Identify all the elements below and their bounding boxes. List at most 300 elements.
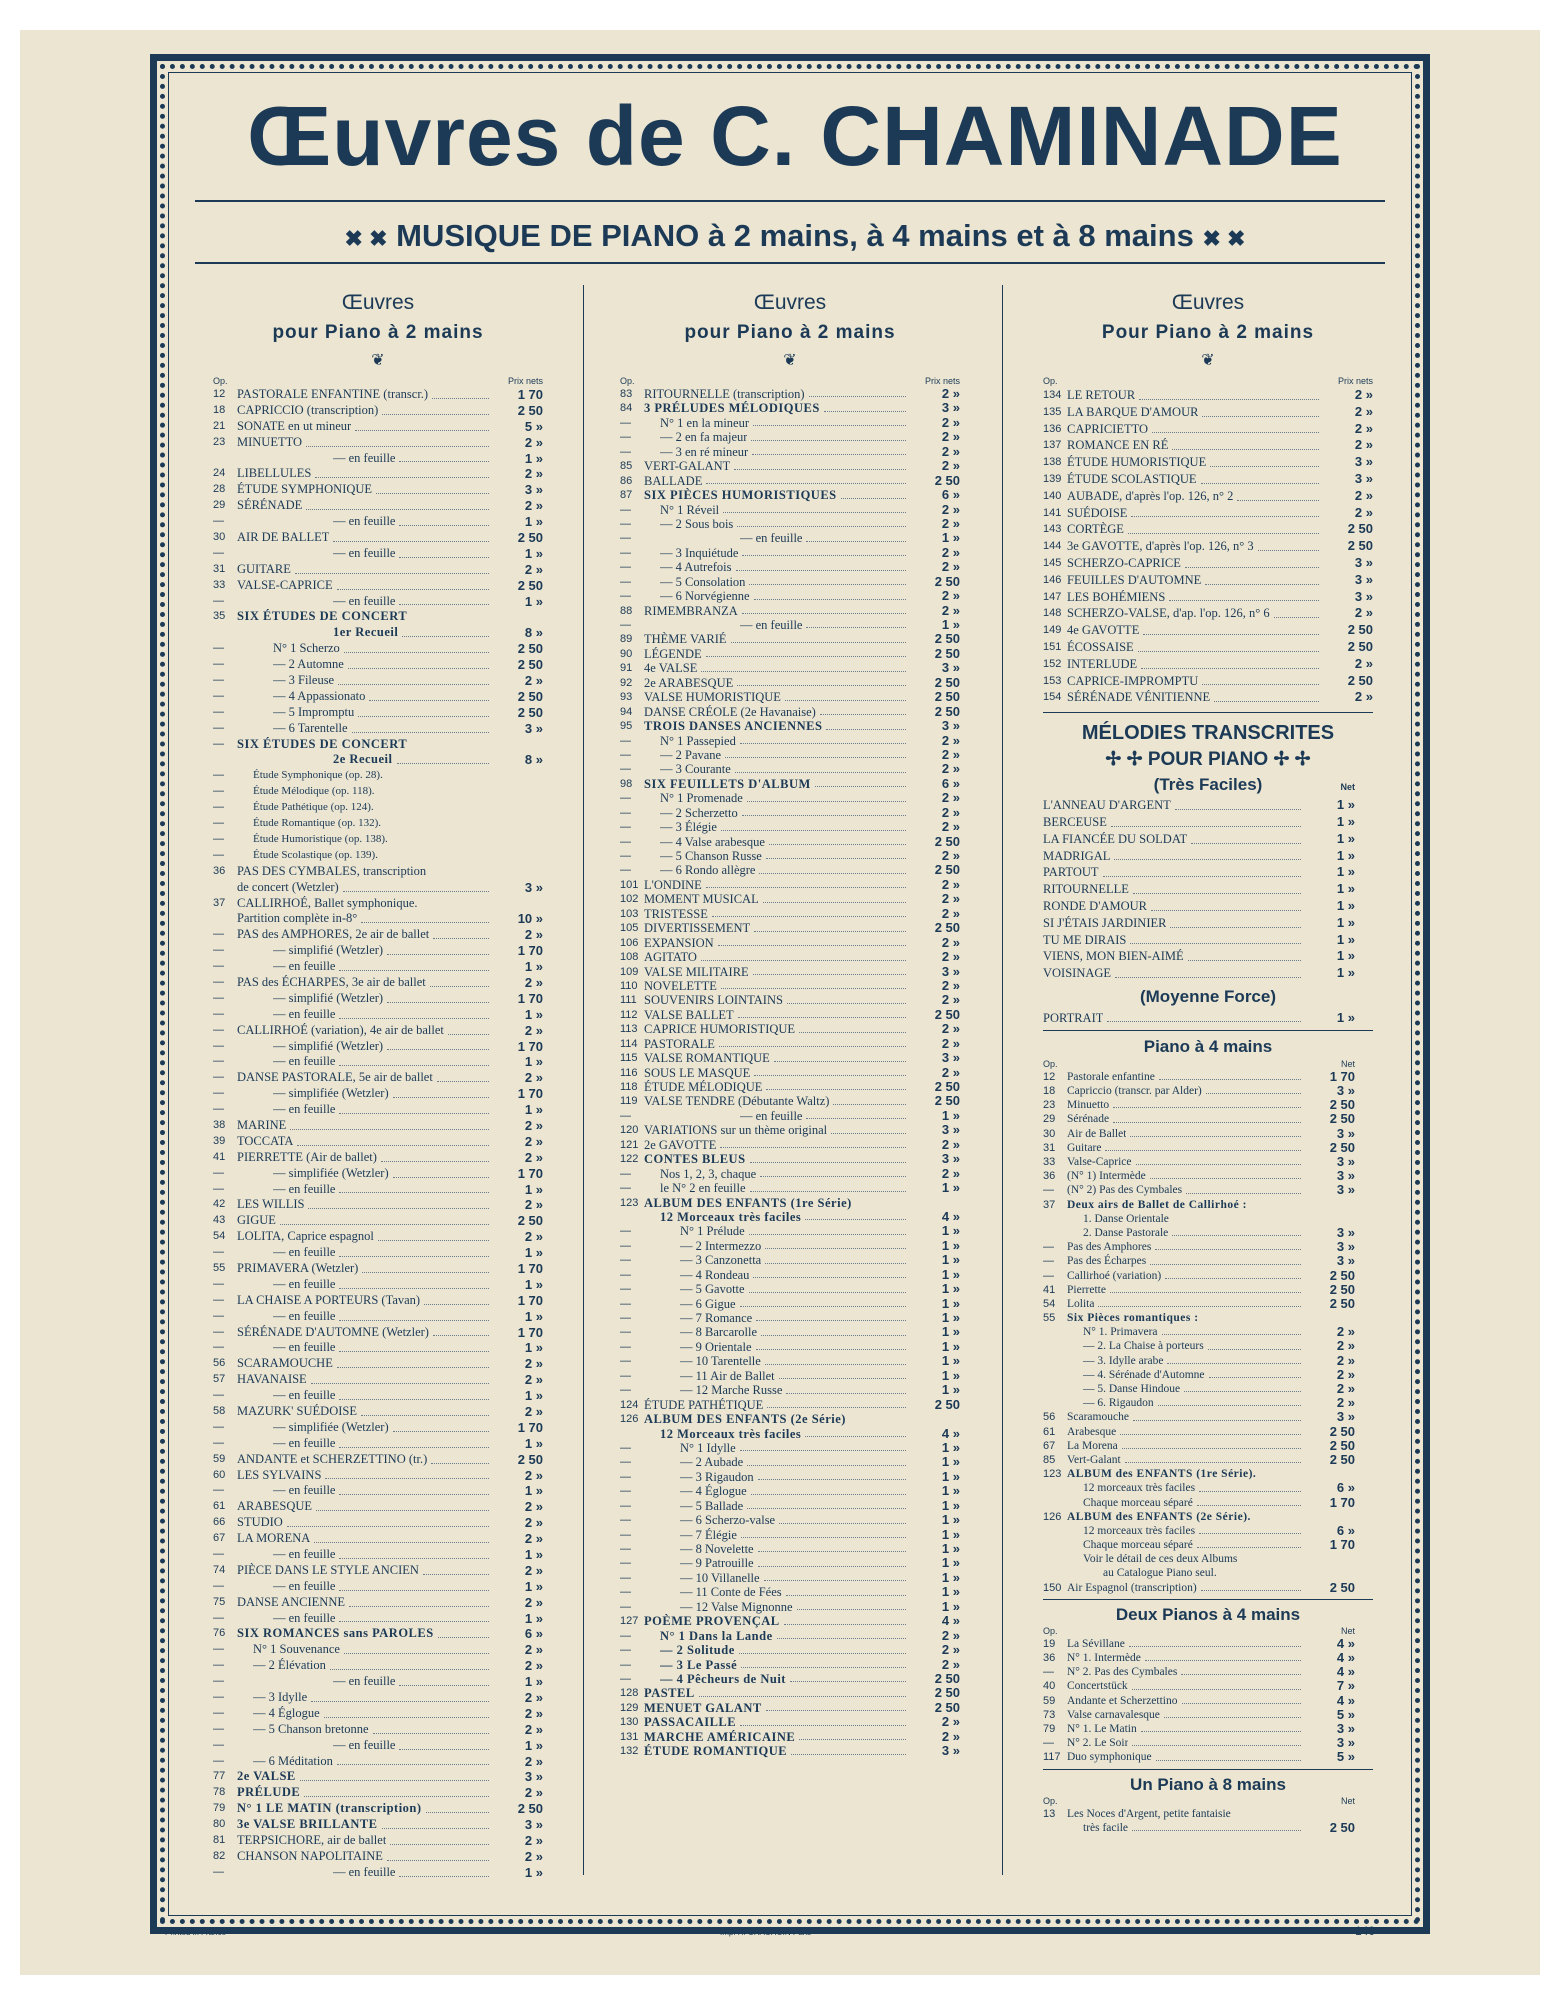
column-divider	[583, 285, 584, 1875]
dot-leader	[448, 1034, 489, 1035]
price: 3 »	[1336, 1182, 1355, 1198]
opus-number: —	[620, 1254, 631, 1267]
work-title: LA MORENA	[237, 1531, 311, 1546]
work-title: AIR DE BALLET	[237, 530, 330, 545]
dot-leader	[344, 1653, 489, 1654]
dot-leader	[739, 1653, 906, 1654]
list-item	[620, 1701, 960, 1715]
price: 1 »	[524, 593, 543, 609]
work-title: — 4 Autrefois	[660, 560, 732, 575]
list-item	[1043, 1665, 1373, 1679]
dot-leader	[720, 1147, 906, 1148]
work-title: SIX FEUILLETS D'ALBUM	[644, 776, 811, 791]
price: 1 70	[517, 1086, 543, 1102]
dot-leader	[1130, 1136, 1301, 1137]
list-item	[620, 387, 960, 401]
dot-leader	[306, 446, 489, 447]
price: 2 »	[1336, 1352, 1355, 1368]
dot-leader	[765, 1248, 906, 1249]
opus-number: 66	[213, 1516, 226, 1529]
work-title: — 6 Rondo allègre	[660, 863, 756, 878]
opus-number: 113	[620, 1023, 638, 1036]
work-title: SIX ÉTUDES DE CONCERT	[237, 609, 408, 624]
price: 2 »	[1354, 689, 1373, 705]
list-item	[620, 1484, 960, 1498]
price: 1 »	[524, 1435, 543, 1451]
opus-number: 56	[1043, 1411, 1056, 1424]
opus-number: 78	[213, 1786, 226, 1799]
list-item	[213, 848, 543, 864]
work-title: — 6 Tarentelle	[273, 720, 348, 735]
list-item	[620, 1686, 960, 1700]
dot-leader	[1170, 927, 1301, 928]
list-item	[620, 531, 960, 545]
dot-leader	[742, 613, 906, 614]
list-item	[213, 1579, 543, 1595]
dot-leader	[765, 1263, 906, 1264]
price: 2 50	[934, 1670, 960, 1686]
price: 1 »	[941, 1512, 960, 1528]
opus-number: 36	[1043, 1170, 1056, 1183]
opus-number: —	[213, 1722, 224, 1735]
dot-leader	[1103, 876, 1301, 877]
price: 1 »	[524, 1674, 543, 1690]
dot-leader	[1107, 1021, 1301, 1022]
work-title: — en feuille	[273, 1483, 336, 1498]
opus-number: —	[1043, 1241, 1054, 1254]
work-title: — 5 Gavotte	[680, 1282, 745, 1297]
price: 2 »	[1354, 403, 1373, 419]
dot-leader	[1152, 432, 1319, 433]
op-header: Op.	[1043, 1625, 1058, 1636]
work-title: AGITATO	[644, 950, 697, 965]
list-item	[1043, 1496, 1373, 1510]
list-item	[620, 762, 960, 776]
list-item	[620, 1571, 960, 1585]
list-item	[620, 748, 960, 762]
price: 1 »	[941, 530, 960, 546]
opus-number: 41	[213, 1150, 226, 1163]
price: 3 »	[524, 1769, 543, 1785]
opus-number: —	[213, 960, 224, 973]
work-title: — 7 Élégie	[680, 1527, 737, 1542]
price: 2 »	[941, 458, 960, 474]
opus-number: 23	[1043, 1099, 1056, 1112]
list-item	[620, 1585, 960, 1599]
opus-number: —	[213, 1389, 224, 1402]
opus-number: 56	[213, 1357, 226, 1370]
work-title: Minuetto	[1067, 1099, 1110, 1112]
dot-leader	[1214, 701, 1319, 702]
price: 8 »	[524, 625, 543, 641]
price: 3 »	[524, 720, 543, 736]
price: 6 »	[941, 487, 960, 503]
work-title: RITOURNELLE (transcription)	[644, 387, 805, 401]
melodies-section	[1043, 712, 1373, 1026]
list-item	[213, 1213, 543, 1229]
list-item	[213, 641, 543, 657]
opus-number: 77	[213, 1770, 226, 1783]
work-title: TU ME DIRAIS	[1043, 932, 1127, 947]
column-header	[1043, 288, 1373, 348]
dot-leader	[1139, 399, 1319, 400]
price: 1 »	[941, 1584, 960, 1600]
dot-leader	[338, 684, 489, 685]
opus-number: —	[213, 928, 224, 941]
price: 2 »	[941, 848, 960, 863]
price: 1 »	[524, 1737, 543, 1753]
work-title: ANDANTE et SCHERZETTINO (tr.)	[237, 1451, 428, 1466]
dot-leader	[1151, 910, 1301, 911]
opus-number: —	[620, 517, 631, 530]
opus-number: 108	[620, 951, 639, 964]
dot-leader	[1191, 843, 1301, 844]
opus-number: —	[620, 1167, 631, 1180]
opus-number: 67	[1043, 1439, 1056, 1452]
opus-number: —	[213, 785, 224, 798]
list-item	[213, 546, 543, 562]
opus-number: —	[620, 532, 631, 545]
work-title: VALSE BALLET	[644, 1007, 734, 1022]
opus-number: 58	[213, 1405, 226, 1417]
section-title: Deux Pianos à 4 mains	[1115, 1604, 1301, 1624]
dot-leader	[786, 1393, 906, 1394]
list-item	[213, 1118, 543, 1134]
price: 1 »	[524, 1340, 543, 1356]
list-item	[1043, 1807, 1373, 1821]
opus-number: —	[213, 674, 224, 687]
list-item	[620, 1051, 960, 1065]
opus-number: —	[620, 1355, 631, 1368]
price: 2 50	[517, 704, 543, 720]
dot-leader	[344, 652, 489, 653]
opus-number: 93	[620, 691, 633, 704]
dot-leader	[747, 1508, 906, 1509]
work-title: (N° 1) Intermède	[1067, 1170, 1146, 1183]
list-item	[1043, 1453, 1373, 1467]
opus-number: —	[620, 1456, 631, 1469]
list-item	[1043, 848, 1373, 865]
price: 1 70	[517, 1038, 543, 1054]
list-item	[213, 864, 543, 880]
table-header	[1043, 1796, 1373, 1807]
price: 1 »	[524, 1006, 543, 1022]
dot-leader	[749, 584, 906, 585]
price: 1 »	[941, 1439, 960, 1455]
work-title: — 2 Sous bois	[660, 516, 734, 531]
dot-leader	[1141, 1731, 1301, 1732]
price: 6 »	[1336, 1480, 1355, 1496]
dot-leader	[387, 1049, 489, 1050]
work-title: Étude Romantique (op. 132).	[253, 817, 382, 830]
dot-leader	[1105, 1150, 1301, 1151]
list-item	[620, 1412, 960, 1426]
dot-leader	[699, 1696, 906, 1697]
work-title: (N° 2) Pas des Cymbales	[1067, 1184, 1183, 1197]
work-title: LA BARQUE D'AMOUR	[1067, 404, 1199, 419]
opus-number: 76	[213, 1627, 226, 1640]
work-title: NOVELETTE	[644, 978, 717, 993]
work-title: SÉRÉNADE VÉNITIENNE	[1067, 690, 1211, 705]
dot-leader	[736, 570, 906, 571]
opus-number: —	[213, 1754, 224, 1767]
work-title: SOUVENIRS LOINTAINS	[644, 993, 783, 1008]
dot-leader	[339, 1447, 489, 1448]
opus-number: 117	[1043, 1751, 1061, 1764]
work-title: — 3 Rigaudon	[680, 1469, 754, 1484]
opus-number: 54	[1043, 1297, 1056, 1310]
work-title: PASTEL	[644, 1686, 695, 1701]
column-header-subtitle: pour Piano à 2 mains	[272, 322, 484, 343]
work-title: VALSE HUMORISTIQUE	[644, 690, 781, 705]
price: 2 50	[1329, 1423, 1355, 1439]
price: 1 »	[941, 1266, 960, 1282]
work-title: HAVANAISE	[237, 1372, 307, 1387]
list-item	[620, 1253, 960, 1267]
work-title: BERCEUSE	[1043, 814, 1107, 829]
work-title: 3 PRÉLUDES MÉLODIQUES	[644, 401, 820, 416]
list-item	[1043, 387, 1373, 404]
work-title: N° 1 Idylle	[680, 1440, 736, 1455]
dot-leader	[779, 1523, 906, 1524]
list-item	[213, 1690, 543, 1706]
list-item	[213, 625, 543, 641]
work-title: LIBELLULES	[237, 466, 312, 481]
work-title: — 10 Villanelle	[680, 1570, 760, 1585]
opus-number: —	[213, 1659, 224, 1672]
work-title: 12 morceaux très faciles	[1083, 1524, 1196, 1537]
list-item	[1043, 1141, 1373, 1155]
work-title: ROMANCE EN RÉ	[1067, 438, 1169, 453]
price: 2 50	[1329, 1819, 1355, 1835]
price: 2 »	[941, 443, 960, 459]
list-item	[213, 800, 543, 816]
price: 2 »	[524, 1467, 543, 1483]
opus-number: —	[620, 619, 631, 631]
column-header-title: Œuvres	[341, 291, 415, 314]
list-item	[620, 1196, 960, 1210]
dot-leader	[387, 954, 489, 955]
work-title: Voir le détail de ces deux Albums	[1083, 1553, 1238, 1566]
work-title: — 7 Romance	[680, 1311, 753, 1325]
dot-leader	[300, 1780, 489, 1781]
opus-number: 83	[620, 388, 633, 400]
dot-leader	[399, 557, 489, 558]
price: 2 »	[1354, 420, 1373, 436]
opus-number: —	[213, 1182, 224, 1195]
work-title: FEUILLES D'AUTOMNE	[1067, 572, 1202, 587]
work-title: — 5 Impromptu	[273, 704, 355, 719]
work-title: MENUET GALANT	[644, 1700, 762, 1715]
price: 3 »	[1336, 1239, 1355, 1255]
work-title: — 4 Rondeau	[680, 1267, 750, 1282]
price: 2 »	[524, 927, 543, 943]
price: 2 50	[517, 577, 543, 593]
work-title: — en feuille	[273, 1181, 336, 1196]
list-item	[620, 1094, 960, 1108]
dot-leader	[1182, 1703, 1301, 1704]
opus-number: 42	[213, 1198, 226, 1211]
list-item	[620, 1542, 960, 1556]
dot-leader	[1115, 977, 1301, 978]
dot-leader	[1155, 1249, 1301, 1250]
list-item	[1043, 689, 1373, 706]
work-title: Valse-Caprice	[1067, 1156, 1132, 1169]
list-item	[1043, 965, 1373, 982]
two-pianos-section	[1043, 1599, 1373, 1765]
price: 2 »	[1336, 1366, 1355, 1382]
opus-number: —	[213, 1166, 224, 1179]
list-item	[213, 1452, 543, 1468]
price: 2 »	[941, 559, 960, 575]
price: 2 »	[524, 1705, 543, 1721]
opus-number: —	[620, 1340, 631, 1353]
dot-leader	[752, 454, 906, 455]
list-item	[620, 878, 960, 892]
work-title: — en feuille	[273, 1578, 336, 1593]
work-title: L'ONDINE	[644, 877, 702, 892]
price: 1 »	[1336, 1009, 1355, 1025]
price: 2 50	[1347, 622, 1373, 638]
price: 3 »	[941, 718, 960, 734]
opus-number: —	[620, 1543, 631, 1555]
list-item	[1043, 1112, 1373, 1126]
dot-leader	[826, 729, 906, 730]
opus-number: 132	[620, 1745, 639, 1758]
opus-number: —	[213, 705, 224, 718]
work-title: Deux airs de Ballet de Callirhoé :	[1067, 1198, 1247, 1211]
work-title: Vert-Galant	[1067, 1453, 1121, 1466]
list-item	[1043, 1637, 1373, 1651]
list-item	[1043, 1481, 1373, 1495]
opus-number: —	[620, 431, 631, 444]
dot-leader	[1274, 617, 1319, 618]
dot-leader	[290, 1129, 489, 1130]
opus-number: —	[213, 1309, 224, 1322]
price: 2 »	[941, 746, 960, 762]
price: 3 »	[524, 879, 543, 895]
work-title: 4e VALSE	[644, 661, 698, 676]
opus-number: 145	[1043, 556, 1062, 569]
work-title: de concert (Wetzler)	[237, 879, 339, 894]
dot-leader	[339, 1590, 489, 1591]
dot-leader	[806, 541, 906, 542]
op-header: Op.	[1043, 376, 1058, 386]
melodies-list	[1043, 797, 1373, 982]
opus-number: —	[1043, 1737, 1054, 1750]
work-title: LES SYLVAINS	[237, 1467, 322, 1482]
list-item	[620, 1340, 960, 1354]
fleuron-icon: ❦	[1201, 352, 1215, 369]
price: 2 »	[941, 891, 960, 907]
column-header-title: Œuvres	[1171, 291, 1245, 314]
price: 2 »	[1354, 387, 1373, 402]
price: 2 »	[941, 544, 960, 560]
work-title: — en feuille	[740, 531, 803, 546]
opus-number: 102	[620, 893, 639, 906]
price: 1 »	[941, 1281, 960, 1297]
list-item	[213, 1865, 543, 1881]
price: 2 »	[1354, 605, 1373, 621]
work-title: PRÉLUDE	[237, 1785, 301, 1800]
list-item	[213, 705, 543, 721]
work-title: N° 1 Passepied	[660, 733, 736, 748]
dot-leader	[718, 945, 906, 946]
work-title: 12 Morceaux très faciles	[660, 1209, 802, 1224]
list-item	[213, 896, 543, 912]
price: 1 70	[1329, 1494, 1355, 1510]
opus-number: —	[620, 850, 631, 862]
list-item	[620, 1037, 960, 1051]
work-title: VALSE ROMANTIQUE	[644, 1051, 770, 1066]
opus-number: 105	[620, 922, 639, 935]
dot-leader	[809, 396, 906, 397]
list-item	[1043, 1226, 1373, 1240]
dot-leader	[712, 916, 906, 917]
work-title: LA CHAISE A PORTEURS (Tavan)	[237, 1292, 421, 1307]
price: 3 »	[941, 1743, 960, 1759]
opus-number: 141	[1043, 506, 1062, 519]
work-title: N° 1 Prélude	[680, 1224, 745, 1239]
price: 1 70	[517, 943, 543, 959]
price: 2 »	[524, 673, 543, 689]
opus-number: —	[213, 832, 224, 845]
dot-leader	[1150, 1178, 1301, 1179]
list-item	[620, 705, 960, 719]
price: 2 50	[517, 1801, 543, 1817]
dot-leader	[749, 1292, 906, 1293]
opus-number: —	[620, 445, 631, 458]
work-title: — 10 Tarentelle	[680, 1354, 761, 1369]
section-title: MÉLODIES TRANSCRITES	[1081, 722, 1335, 745]
work-title: PIÈCE DANS LE STYLE ANCIEN	[237, 1562, 419, 1577]
work-title: La Morena	[1067, 1439, 1118, 1452]
work-title: — en feuille	[333, 1674, 396, 1689]
work-title: Nos 1, 2, 3, chaque	[660, 1166, 757, 1181]
work-title: ALBUM des ENFANTS (1re Série).	[1067, 1468, 1257, 1481]
price: 2 50	[517, 657, 543, 673]
list-item	[620, 1499, 960, 1513]
list-item	[1043, 538, 1373, 555]
price: 6 »	[1336, 1522, 1355, 1538]
opus-number: 150	[1043, 1581, 1062, 1594]
price: 1 »	[1336, 813, 1355, 829]
dot-leader	[316, 1510, 489, 1511]
price: 2 50	[1347, 638, 1373, 654]
dot-leader	[820, 714, 906, 715]
price: 2 »	[524, 1848, 543, 1864]
dot-leader	[753, 425, 906, 426]
dot-leader	[1172, 449, 1319, 450]
price: 1 »	[524, 1483, 543, 1499]
dot-leader	[735, 772, 906, 773]
work-title: CAPRICE-IMPROMPTU	[1067, 673, 1199, 688]
dot-leader	[361, 922, 489, 923]
dot-leader	[1111, 826, 1301, 827]
dot-leader	[397, 763, 489, 764]
work-title: DANSE CRÉOLE (2e Havanaise)	[644, 704, 816, 719]
price: 2 »	[524, 1356, 543, 1372]
work-title: 3e VALSE BRILLANTE	[237, 1817, 378, 1832]
price: 1 »	[524, 1547, 543, 1563]
list-item	[1043, 555, 1373, 572]
opus-number: 147	[1043, 590, 1062, 603]
work-title: SIX ÉTUDES DE CONCERT	[237, 736, 408, 751]
dot-leader	[747, 1465, 906, 1466]
dot-leader	[399, 604, 489, 605]
work-title: CAPRICIETTO	[1067, 421, 1149, 436]
opus-number: —	[620, 416, 631, 429]
